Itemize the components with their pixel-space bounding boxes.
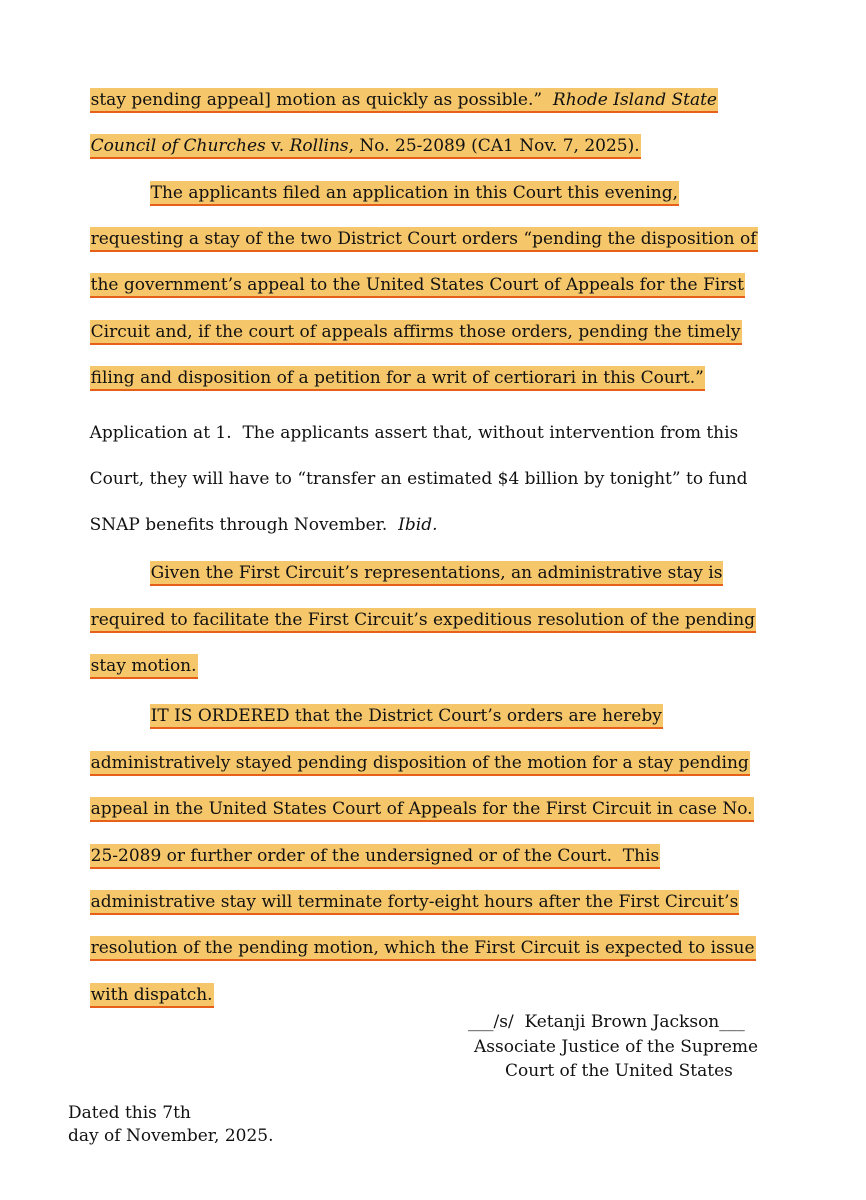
highlighted-text: with dispatch. [90,983,214,1008]
text-segment: Court, they will have to “transfer an estimated $4 billion by tonight” to fund [89,469,748,489]
case-name-italic: Rollins [289,136,349,156]
highlighted-text: IT IS ORDERED that the District Court’s orders are hereby [150,704,663,729]
text-line [68,953,214,1037]
case-name-italic: Rhode Island State [552,90,717,110]
signature-line: ___/s/ Ketanji Brown Jackson___ [468,1012,745,1032]
highlighted-text: administrative stay will terminate forty-eight hours after the First Circuit’s [90,890,740,915]
date-line: Dated this 7th [68,1103,191,1123]
highlighted-text: Given the First Circuit’s representations, an administrative stay is [150,561,724,586]
text-segment: , No. 25-2089 (CA1 Nov. 7, 2025). [348,136,640,156]
text-segment: SNAP benefits through November. [89,515,399,535]
citation-italic: Ibid. [398,515,438,535]
highlighted-text: requesting a stay of the two District Court orders “pending the disposition of [90,227,758,252]
highlighted-text: The applicants filed an application in this Court this evening, [150,181,679,206]
date-line: day of November, 2025. [68,1126,274,1146]
signature-title: Associate Justice of the Supreme [474,1037,759,1057]
highlighted-text: required to facilitate the First Circuit’s expeditious resolution of the pending [90,608,756,633]
highlighted-text: stay motion. [90,654,198,679]
text-segment: Application at 1. The applicants assert that, without intervention from this [89,423,739,443]
highlighted-text: appeal in the United States Court of Appeals for the First Circuit in case No. [90,797,754,822]
text-segment: stay pending appeal] motion as quickly as possible.” [90,90,553,110]
signature-title: Court of the United States [505,1061,733,1081]
highlighted-text: 25-2089 or further order of the undersigned or of the Court. This [90,844,661,869]
case-name-italic: Council of Churches [90,136,266,156]
highlighted-text: filing and disposition of a petition for a writ of certiorari in this Court.” [90,366,705,391]
highlighted-text: resolution of the pending motion, which the First Circuit is expected to issue [90,936,756,961]
highlighted-text: administratively stayed pending disposition of the motion for a stay pending [90,751,750,776]
highlighted-text: Circuit and, if the court of appeals affirms those orders, pending the timely [90,320,742,345]
highlighted-text: the government’s appeal to the United States Court of Appeals for the First [90,273,745,298]
text-segment: v. [265,136,290,156]
